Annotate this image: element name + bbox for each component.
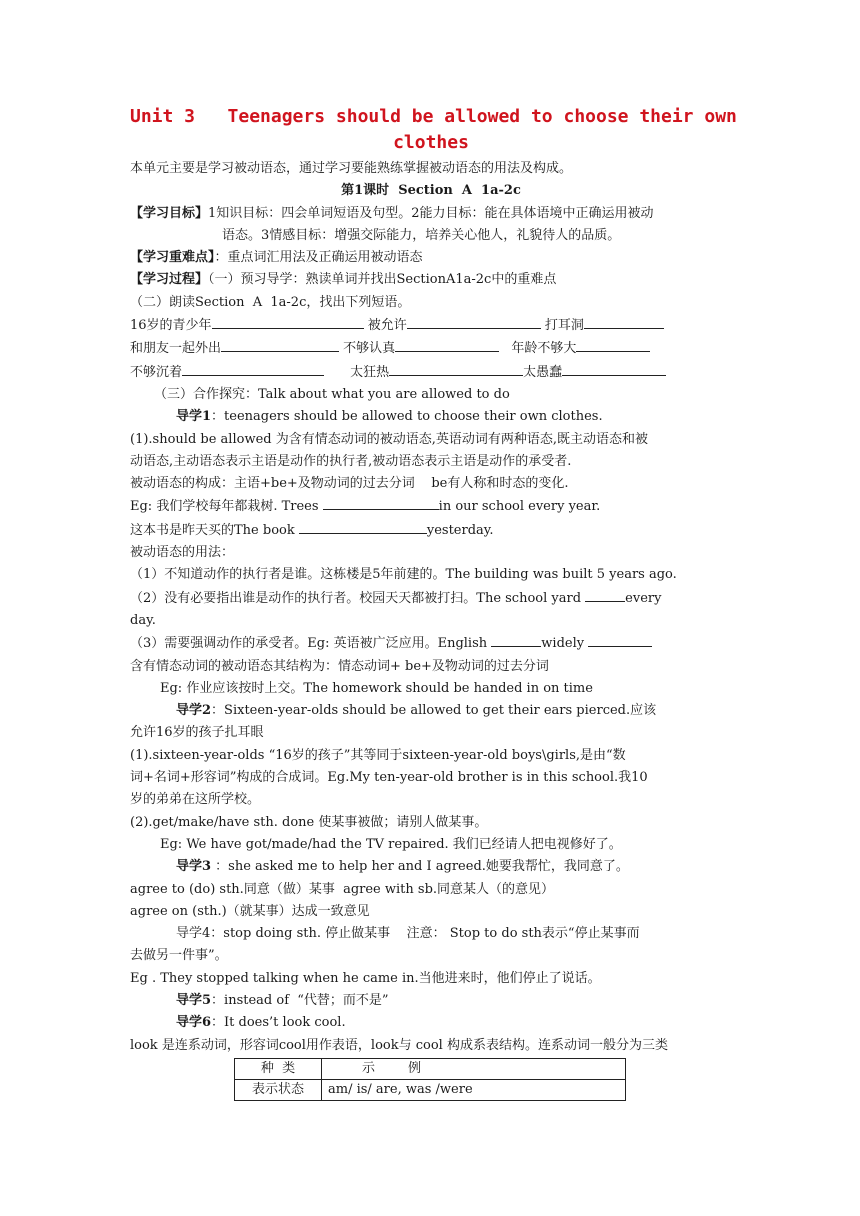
guide-5-label: 导学5 (176, 992, 212, 1008)
guide-3 (130, 856, 732, 878)
phrase-item: 年龄不够大 (511, 341, 577, 357)
phrase-row-3 (130, 361, 732, 384)
keypoints-line (130, 247, 732, 269)
linking-verb-table (234, 1058, 626, 1101)
guide-1-text: ：teenagers should be allowed to choose their own clothes. (211, 409, 603, 425)
keypoints-label: 【学习重难点】 (130, 250, 215, 266)
passive-formation: 被动语态的构成：主语+be+及物动词的过去分词 be有人称和时态的变化. (130, 476, 569, 492)
example-2-text: 这本书是昨天买的The book (130, 522, 299, 538)
answer-blank[interactable] (221, 337, 339, 352)
goals-text-1: 1知识目标：四会单词短语及句型。2能力目标：能在具体语境中正确运用被动 (208, 205, 654, 221)
unit-title (130, 104, 737, 156)
guide-5-text: ：instead of “代替；而不是” (211, 992, 389, 1008)
title-line-2: clothes (393, 132, 469, 153)
title-line-1: Unit 3 Teenagers should be allowed to choose their own (130, 106, 737, 127)
guide-4-line-2: 去做另一件事”。 (130, 948, 228, 964)
usage-heading: 被动语态的用法： (130, 545, 235, 561)
example-2-end: yesterday. (426, 522, 494, 538)
process-text: （一）预习导学：熟读单词并找出SectionA1a-2c中的重难点 (208, 272, 557, 288)
phrase-item: 太愚蠢 (523, 364, 563, 380)
usage-3 (130, 632, 732, 655)
guide-2-para-a: (1).sixteen-year-olds “16岁的孩子”其等同于sixteen-year-old boys\girls,是由“数 (130, 747, 626, 763)
answer-blank[interactable] (491, 632, 541, 647)
usage-2-continued: day. (130, 612, 156, 628)
table-header-cell: 示 例 (322, 1058, 626, 1079)
guide-2-para-c: 岁的弟弟在这所学校。 (130, 792, 261, 808)
guide-1 (130, 406, 732, 428)
example-1-text: Eg: 我们学校每年都栽树. Trees (130, 499, 323, 515)
table-header-row (235, 1058, 626, 1079)
phrase-item: 和朋友一起外出 (130, 341, 222, 357)
table-header-cell: 种 类 (235, 1058, 322, 1079)
usage-3-text: （3）需要强调动作的承受者。Eg: 英语被广泛应用。English (130, 636, 492, 652)
usage-2 (130, 587, 732, 610)
example-1 (130, 495, 732, 518)
goals-line-1 (130, 203, 732, 225)
guide-3-line-3: agree on (sth.)（就某事）达成一致意见 (130, 903, 370, 919)
guide-2-example: Eg: We have got/made/had the TV repaired. 我们已经请人把电视修好了。 (160, 836, 622, 852)
answer-blank[interactable] (562, 361, 666, 376)
process-line (130, 269, 732, 291)
guide-2-label: 导学2 (176, 703, 212, 719)
guide-2-text-2: 允许16岁的孩子扎耳眼 (130, 725, 264, 741)
guide-2-point-2: (2).get/make/have sth. done 使某事被做；请别人做某事。 (130, 814, 488, 830)
read-line: （二）朗读Section A 1a-2c，找出下列短语。 (130, 294, 411, 310)
usage-2-end: every (625, 590, 662, 606)
answer-blank[interactable] (299, 519, 427, 534)
guide-1-label: 导学1 (176, 409, 212, 425)
guide-2 (130, 700, 732, 722)
guide-1-para-b: 动语态,主动语态表示主语是动作的执行者,被动语态表示主语是动作的承受者. (130, 453, 572, 469)
process-label: 【学习过程】 (130, 272, 209, 288)
guide-6-label: 导学6 (176, 1015, 212, 1031)
phrase-row-1 (130, 314, 732, 337)
table-row (235, 1079, 626, 1100)
answer-blank[interactable] (323, 495, 439, 510)
table-cell: am/ is/ are, was /were (322, 1079, 626, 1100)
answer-blank[interactable] (182, 361, 324, 376)
guide-6-text: ：It does’t look cool. (211, 1015, 346, 1031)
keypoints-text: ：重点词汇用法及正确运用被动语态 (214, 250, 423, 266)
phrase-item: 打耳洞 (544, 318, 584, 334)
answer-blank[interactable] (585, 587, 625, 602)
modal-structure: 含有情态动词的被动语态其结构为：情态动词+ be+及物动词的过去分词 (130, 658, 549, 674)
example-1-end: in our school every year. (438, 499, 601, 515)
linking-verb-line: look 是连系动词，形容词cool用作表语，look与 cool 构成系表结构。连系动词一般分为三类 (130, 1037, 668, 1053)
usage-1: （1）不知道动作的执行者是谁。这栋楼是5年前建的。The building was built 5 years ago. (130, 567, 677, 583)
usage-3-mid: widely (541, 636, 589, 652)
guide-3-line-2: agree to (do) sth.同意（做）某事 agree with sb.同意某人（的意见） (130, 881, 555, 897)
guide-4-example: Eg . They stopped talking when he came in.当他进来时，他们停止了说话。 (130, 970, 601, 986)
phrase-item: 不够认真 (343, 341, 396, 357)
phrase-row-2 (130, 337, 732, 360)
intro-text: 本单元主要是学习被动语态，通过学习要能熟练掌握被动语态的用法及构成。 (130, 161, 573, 176)
answer-blank[interactable] (584, 314, 664, 329)
answer-blank[interactable] (588, 632, 652, 647)
guide-3-label: 导学3 (176, 859, 212, 875)
phrase-item: 16岁的青少年 (130, 318, 212, 334)
table-cell: 表示状态 (235, 1079, 322, 1100)
example-2 (130, 519, 732, 542)
guide-4: 导学4：stop doing sth. 停止做某事 注意： Stop to do sth表示“停止某事而 (176, 926, 640, 942)
goals-line-2: 语态。3情感目标：增强交际能力，培养关心他人，礼貌待人的品质。 (222, 227, 621, 243)
guide-2-text: ：Sixteen-year-olds should be allowed to get their ears pierced.应该 (211, 703, 657, 719)
guide-1-para-a: (1).should be allowed 为含有情态动词的被动语态,英语动词有两种语态,既主动语态和被 (130, 431, 648, 447)
modal-example: Eg: 作业应该按时上交。The homework should be handed in on time (160, 680, 593, 696)
worksheet-page (130, 104, 737, 1101)
phrase-item: 不够沉着 (130, 364, 183, 380)
goals-label: 【学习目标】 (130, 205, 209, 221)
usage-2-text: （2）没有必要指出谁是动作的执行者。校园天天都被打扫。The school yard (130, 590, 586, 606)
answer-blank[interactable] (576, 337, 650, 352)
guide-5 (130, 990, 732, 1012)
guide-3-text: ：she asked me to help her and I agreed.她要我帮忙，我同意了。 (211, 859, 629, 875)
phrase-item: 太狂热 (350, 364, 390, 380)
cooperation-line: （三）合作探究：Talk about what you are allowed to do (154, 386, 510, 402)
phrase-item: 被允许 (367, 318, 407, 334)
answer-blank[interactable] (407, 314, 541, 329)
guide-2-para-b: 词+名词+形容词”构成的合成词。Eg.My ten-year-old brother is in this school.我10 (130, 770, 648, 786)
answer-blank[interactable] (389, 361, 523, 376)
answer-blank[interactable] (212, 314, 364, 329)
lesson-heading: 第1课时 Section A 1a-2c (341, 183, 521, 199)
answer-blank[interactable] (395, 337, 499, 352)
guide-6 (130, 1012, 732, 1034)
